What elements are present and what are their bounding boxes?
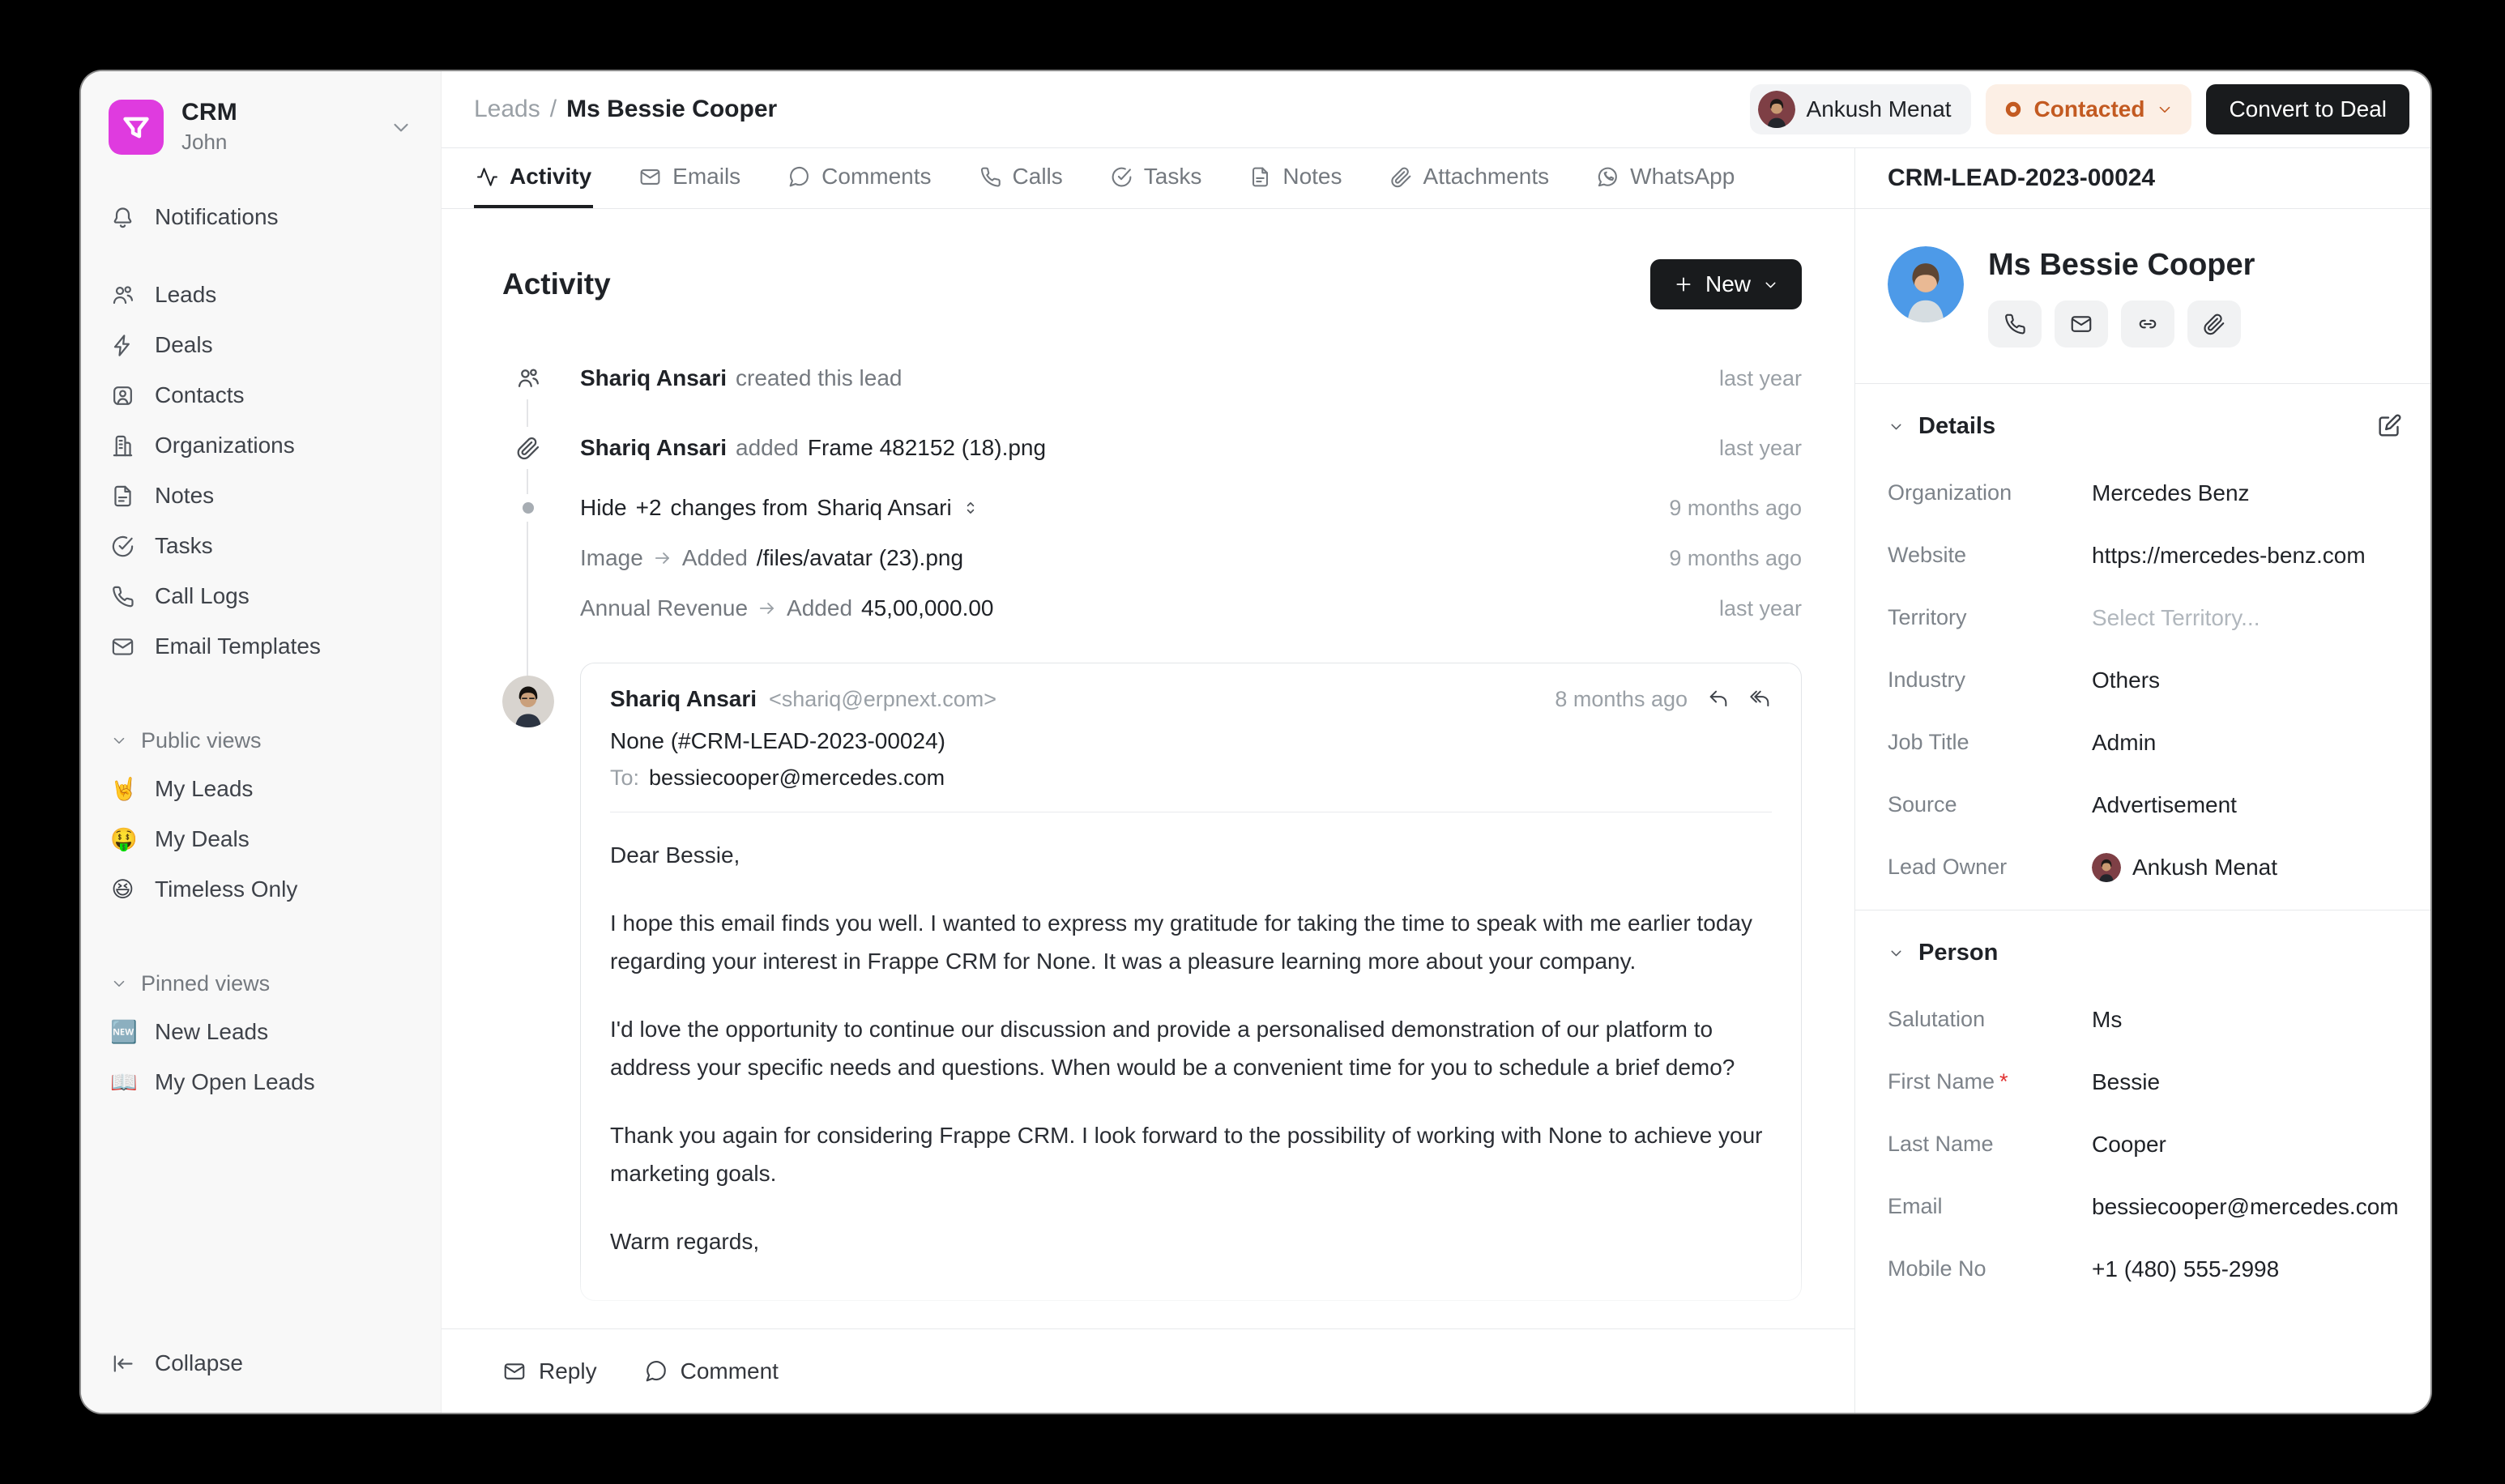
email-time: 8 months ago [1555, 686, 1688, 711]
quick-action-link-icon[interactable] [2121, 301, 2174, 348]
section-fields [1888, 988, 2403, 1300]
field-territory[interactable] [1888, 586, 2403, 649]
field-salutation[interactable] [1888, 988, 2403, 1051]
sidebar-views [99, 672, 423, 1107]
field-value: Mercedes Benz [2092, 480, 2250, 505]
collapse-icon [110, 1351, 135, 1376]
field-value: Ms [2092, 1006, 2123, 1032]
panel-section-person [1855, 910, 2430, 1311]
quick-action-email-icon[interactable] [2055, 301, 2108, 348]
chevron-down-icon [110, 974, 128, 992]
sidebar-view-my-leads[interactable] [99, 764, 423, 814]
sidebar-view-timeless-only[interactable] [99, 864, 423, 915]
field-value: bessiecooper@mercedes.com [2092, 1193, 2399, 1219]
activity-title: Activity [502, 267, 611, 301]
field-value: Cooper [2092, 1131, 2166, 1157]
field-last-name[interactable] [1888, 1113, 2403, 1175]
sidebar-item-label: Leads [155, 282, 217, 307]
lead-doc-id: CRM-LEAD-2023-00024 [1888, 164, 2156, 191]
sidebar-item-label: Contacts [155, 382, 245, 407]
chevron-down-icon [1762, 276, 1779, 293]
lead-summary [1855, 209, 2430, 384]
field-value: +1 (480) 555-2998 [2092, 1256, 2280, 1281]
chevron-up-down-icon [961, 498, 980, 518]
field-label: Territory [1888, 605, 1967, 629]
field-source[interactable] [1888, 774, 2403, 836]
app-subtitle: John [181, 130, 228, 154]
feed-row-revenue-change [502, 583, 1802, 633]
notes-icon [1248, 165, 1272, 189]
field-mobile-no[interactable] [1888, 1238, 2403, 1300]
email-to-label: To: [610, 765, 640, 790]
link-icon [2136, 312, 2160, 336]
edit-icon[interactable] [2375, 412, 2403, 440]
field-label: Lead Owner [1888, 855, 2008, 879]
app-window [81, 71, 2430, 1413]
lead-details-panel [1855, 148, 2430, 1413]
field-label: Industry [1888, 667, 1966, 692]
quick-action-phone-icon[interactable] [1988, 301, 2042, 348]
chevron-down-icon[interactable] [1888, 945, 1905, 962]
email-to-address: bessiecooper@mercedes.com [649, 765, 945, 790]
sidebar-view-label: New Leads [155, 1019, 269, 1044]
sidebar-item-label: Organizations [155, 433, 295, 458]
field-avatar [2092, 853, 2121, 882]
tab-tasks[interactable] [1108, 148, 1204, 208]
section-title: Details [1918, 412, 1996, 439]
app-switcher[interactable] [99, 92, 423, 161]
sidebar-item-notes[interactable] [99, 471, 423, 521]
field-website[interactable] [1888, 524, 2403, 586]
sidebar-nav [99, 270, 423, 672]
arrow-right-icon [757, 598, 778, 619]
sidebar-view-label: My Open Leads [155, 1069, 315, 1094]
comment-label: Comment [680, 1358, 779, 1384]
tab-label: Comments [821, 164, 932, 189]
field-email[interactable] [1888, 1175, 2403, 1238]
lead-status-dropdown[interactable] [1986, 84, 2192, 134]
tasks-icon [1110, 165, 1133, 189]
field-label: Email [1888, 1194, 1943, 1218]
field-label: Website [1888, 543, 1967, 567]
funnel-icon [113, 104, 159, 150]
feed-object: Frame 482152 (18).png [807, 435, 1047, 460]
convert-to-deal-button[interactable]: Convert to Deal [2206, 84, 2409, 134]
change-added: Added [681, 545, 748, 570]
assignee-pill[interactable] [1750, 84, 1971, 134]
email-icon [110, 634, 135, 659]
email-body [610, 837, 1772, 1261]
field-value: Others [2092, 667, 2161, 693]
change-field: Annual Revenue [580, 595, 749, 620]
breadcrumb [474, 96, 777, 123]
assignee-name: Ankush Menat [1806, 96, 1952, 122]
phone-icon [979, 165, 1002, 189]
tab-label: Calls [1012, 164, 1063, 189]
email-card [580, 663, 1802, 1301]
views-section-title: Pinned views [141, 970, 271, 996]
breadcrumb-current: Ms Bessie Cooper [566, 96, 778, 122]
field-industry[interactable] [1888, 649, 2403, 711]
tab-bar [442, 148, 1854, 209]
composer-bar [442, 1328, 1854, 1413]
changes-count: +2 [635, 495, 662, 520]
feed-actor: Shariq Ansari [580, 365, 728, 390]
paperclip-icon [1389, 165, 1413, 189]
chevron-down-icon [2156, 100, 2174, 118]
tab-label: Notes [1282, 164, 1342, 189]
field-value: Bessie [2092, 1068, 2161, 1094]
sidebar-item-label: Notifications [155, 204, 279, 229]
email-paragraph: I hope this email finds you well. I wanted to express my gratitude for taking the time to speak with me earlier today regarding your interest in Frappe CRM for None. It was a pleasure learning more about your company. [610, 910, 1753, 974]
chevron-down-icon [389, 115, 413, 139]
sidebar-view-label: Timeless Only [155, 876, 298, 902]
tab-calls[interactable] [977, 148, 1065, 208]
email-icon [2069, 312, 2093, 336]
changes-middle: changes from [670, 495, 809, 520]
email-paragraph: Dear Bessie, [610, 842, 740, 868]
field-job-title[interactable] [1888, 711, 2403, 774]
sidebar-view-my-deals[interactable] [99, 814, 423, 864]
phone-icon [110, 584, 135, 609]
tab-label: Activity [510, 164, 592, 189]
sidebar-item-email-templates[interactable] [99, 621, 423, 672]
comment-button[interactable] [644, 1358, 779, 1384]
whatsapp-icon [1596, 165, 1620, 189]
feed-row-created [502, 343, 1802, 413]
feed-time: 9 months ago [1669, 545, 1802, 570]
feed-action: added [736, 435, 799, 460]
field-label: Job Title [1888, 730, 1969, 754]
sidebar-item-label: Email Templates [155, 633, 321, 659]
lead-avatar[interactable] [1888, 246, 1964, 322]
email-sender-address: <shariq@erpnext.com> [769, 686, 997, 711]
sender-avatar [502, 676, 554, 727]
field-lead-owner[interactable] [1888, 836, 2403, 898]
emoji-icon: 🤘 [110, 776, 138, 801]
changes-prefix: Hide [580, 495, 627, 520]
deals-icon [110, 333, 135, 358]
field-value: Ankush Menat [2132, 854, 2277, 880]
views-section-header[interactable] [99, 717, 423, 764]
chevron-down-icon[interactable] [1888, 418, 1905, 435]
reply-label: Reply [539, 1358, 597, 1384]
changes-actor: Shariq Ansari [817, 495, 952, 520]
tab-label: Emails [672, 164, 741, 189]
feed-time: last year [1718, 595, 1802, 620]
sidebar-view-label: My Leads [155, 776, 254, 801]
arrow-right-icon [652, 548, 673, 569]
reply-icon[interactable] [1707, 688, 1730, 710]
emoji-icon: 📖 [110, 1069, 138, 1094]
feed-time: last year [1718, 435, 1802, 460]
change-field: Image [580, 545, 643, 570]
sidebar-item-leads[interactable] [99, 270, 423, 320]
shell [442, 71, 2430, 1413]
sidebar-view-my-open-leads[interactable] [99, 1057, 423, 1107]
status-ring-icon [2004, 100, 2023, 119]
feed-row-image-change [502, 533, 1802, 583]
panel-section-details [1855, 384, 2430, 910]
breadcrumb-separator: / [549, 96, 557, 122]
section-title: Person [1918, 939, 1999, 966]
emoji-icon: 🆕 [110, 1019, 138, 1044]
sidebar-item-call-logs[interactable] [99, 571, 423, 621]
field-value: Admin [2092, 729, 2157, 755]
tab-emails[interactable] [637, 148, 742, 208]
feed-time: last year [1718, 365, 1802, 390]
activity-feed-area [442, 209, 1854, 1328]
field-value: Select Territory... [2092, 604, 2260, 630]
assignee-avatar [1758, 91, 1795, 128]
new-button[interactable] [1650, 259, 1802, 309]
tab-attachments[interactable] [1388, 148, 1551, 208]
sidebar-item-label: Notes [155, 483, 215, 508]
sidebar-item-notifications[interactable] [99, 192, 423, 242]
tab-whatsapp[interactable] [1594, 148, 1736, 208]
comment-icon [644, 1359, 668, 1384]
field-label: Organization [1888, 480, 2012, 505]
lead-name: Ms Bessie Cooper [1988, 248, 2255, 282]
tab-comments[interactable] [786, 148, 932, 208]
field-label: Last Name [1888, 1132, 1994, 1156]
email-icon [502, 1359, 527, 1384]
sidebar-item-label: Tasks [155, 533, 213, 558]
activity-feed [502, 343, 1802, 1301]
views-section-title: Public views [141, 727, 262, 753]
tab-notes[interactable] [1247, 148, 1343, 208]
change-value: 45,00,000.00 [861, 595, 994, 620]
field-first-name[interactable] [1888, 1051, 2403, 1113]
section-fields [1888, 462, 2403, 898]
sidebar-item-tasks[interactable] [99, 521, 423, 571]
contacts-icon [110, 383, 135, 408]
email-paragraph: I'd love the opportunity to continue our discussion and provide a personalised demonstration of our platform to address your specific needs and questions. When would be a convenient time for you to schedule a brief demo? [610, 1017, 1735, 1080]
app-title: CRM [181, 99, 237, 126]
email-sender-name: Shariq Ansari [610, 686, 757, 711]
chevron-down-icon [110, 731, 128, 749]
new-button-label: New [1705, 271, 1751, 296]
paperclip-icon [515, 435, 541, 461]
activity-icon [476, 165, 499, 189]
organizations-icon [110, 433, 135, 458]
lead-status-label: Contacted [2033, 96, 2145, 122]
bell-icon [110, 205, 135, 230]
tab-label: WhatsApp [1630, 164, 1735, 189]
tab-label: Tasks [1143, 164, 1202, 189]
sidebar-item-label: Call Logs [155, 583, 250, 608]
leads-icon [110, 283, 135, 308]
main-column [442, 148, 1855, 1413]
crm-logo [109, 100, 164, 155]
field-label: First Name [1888, 1069, 1995, 1094]
sidebar-item-deals[interactable] [99, 320, 423, 370]
field-value: Advertisement [2092, 791, 2237, 817]
breadcrumb-parent[interactable]: Leads [474, 96, 540, 122]
emoji-icon: 😆 [111, 876, 134, 902]
quick-actions [1988, 301, 2255, 348]
phone-icon [2003, 312, 2027, 336]
required-asterisk: * [1999, 1069, 2008, 1094]
emoji-icon: 🤑 [110, 826, 138, 851]
feed-actor: Shariq Ansari [580, 435, 728, 460]
tab-label: Attachments [1423, 164, 1550, 189]
comment-icon [787, 165, 811, 189]
field-label: Source [1888, 792, 1957, 817]
sidebar [81, 71, 442, 1413]
sidebar-view-new-leads[interactable] [99, 1007, 423, 1057]
plus-icon [1673, 274, 1694, 295]
paperclip-icon [2202, 312, 2226, 336]
quick-action-paperclip-icon[interactable] [2187, 301, 2241, 348]
views-section-header[interactable] [99, 960, 423, 1007]
change-value: /files/avatar (23).png [756, 545, 964, 570]
feed-action: created this lead [736, 365, 903, 390]
sidebar-view-label: My Deals [155, 826, 250, 851]
tasks-icon [110, 534, 135, 559]
collapse-label: Collapse [155, 1350, 243, 1375]
feed-row-changes[interactable] [502, 483, 1802, 533]
field-organization[interactable] [1888, 462, 2403, 524]
email-paragraph: Warm regards, [610, 1229, 760, 1255]
field-label: Mobile No [1888, 1256, 1987, 1281]
sidebar-item-label: Deals [155, 332, 213, 357]
email-item [502, 663, 1802, 1301]
feed-time: 9 months ago [1669, 495, 1802, 520]
sidebar-item-organizations[interactable] [99, 420, 423, 471]
users-icon [515, 365, 541, 391]
field-label: Salutation [1888, 1007, 1986, 1031]
reply-all-icon[interactable] [1749, 688, 1772, 710]
collapse-button[interactable] [99, 1338, 423, 1388]
change-added: Added [787, 595, 853, 620]
notes-icon [110, 484, 135, 509]
feed-row-attachment [502, 413, 1802, 483]
email-icon [638, 165, 662, 189]
email-paragraph: Thank you again for considering Frappe CRM. I look forward to the possibility of working with None to achieve your marketing goals. [610, 1123, 1763, 1186]
tab-activity[interactable] [474, 148, 593, 208]
dot-icon [523, 502, 534, 514]
field-value: https://mercedes-benz.com [2092, 542, 2366, 568]
sidebar-item-contacts[interactable] [99, 370, 423, 420]
email-subject: None (#CRM-LEAD-2023-00024) [610, 728, 945, 753]
reply-button[interactable] [502, 1358, 597, 1384]
topbar [442, 71, 2430, 148]
